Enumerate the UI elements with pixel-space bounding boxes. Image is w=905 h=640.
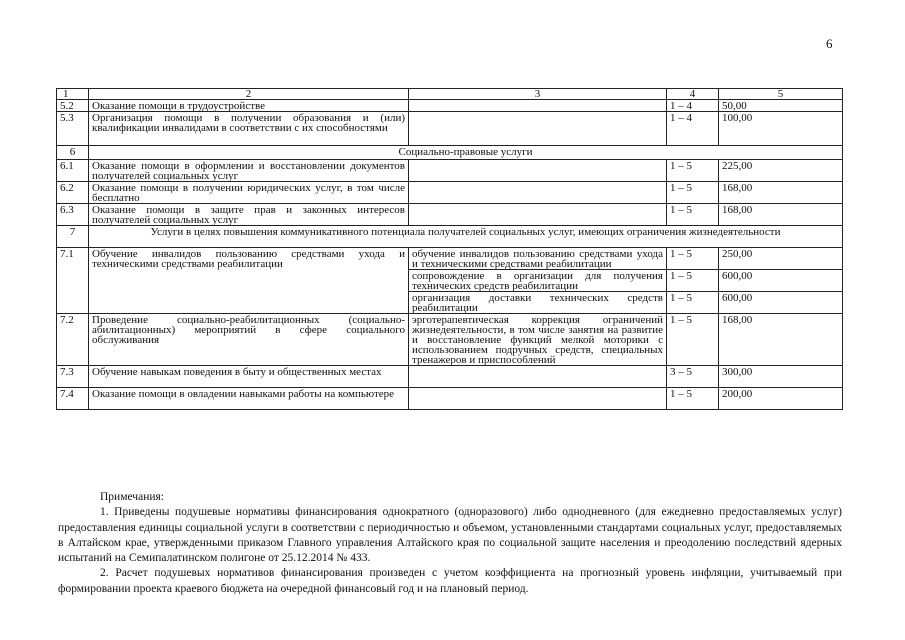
service-cost: 200,00 <box>719 388 843 410</box>
notes-section <box>58 490 842 597</box>
service-period: 1 – 5 <box>667 182 719 204</box>
service-cost: 600,00 <box>719 292 843 314</box>
service-period: 1 – 5 <box>667 314 719 366</box>
service-period: 1 – 4 <box>667 112 719 146</box>
service-cost: 100,00 <box>719 112 843 146</box>
note-item-1: 1. Приведены подушевые нормативы финансирования однократного (одноразового) либо однодневного (для ежедневно предоставляемых услуг) предоставления единицы социальной услуги в соответствии с периодичностью и объемом, установленными стандартами социальных услуг, предоставляемых в Алтайском крае, утвержденными приказом Главного управления Алтайского края по социальной защите населения и преодолению последствий ядерных испытаний на Семипалатинском полигоне от 25.12.2014 № 433. <box>58 506 842 565</box>
row-number: 7.3 <box>57 366 89 388</box>
header-col-2: 2 <box>89 89 409 100</box>
service-cost: 168,00 <box>719 182 843 204</box>
service-cost: 225,00 <box>719 160 843 182</box>
service-period: 1 – 4 <box>667 100 719 112</box>
section-title: Услуги в целях повышения коммуникативного потенциала получателей социальных услуг, имеющих ограничения жизнедеятельности <box>89 226 843 248</box>
table-row <box>57 160 843 182</box>
service-detail: обучение инвалидов пользованию средствами ухода и техническими средствами реабилитации <box>409 248 667 270</box>
service-name: Оказание помощи в защите прав и законных интересов получателей социальных услуг <box>89 204 409 226</box>
service-name: Оказание помощи в трудоустройстве <box>89 100 409 112</box>
services-table-body <box>57 89 843 410</box>
table-row <box>57 112 843 146</box>
service-detail <box>409 388 667 410</box>
section-number: 6 <box>57 146 89 160</box>
service-detail <box>409 204 667 226</box>
header-col-3: 3 <box>409 89 667 100</box>
service-period: 1 – 5 <box>667 204 719 226</box>
service-name: Проведение социально-реабилитационных (социально-абилитационных) мероприятий в сфере социального обслуживания <box>89 314 409 366</box>
table-row <box>57 204 843 226</box>
service-cost: 600,00 <box>719 270 843 292</box>
service-name: Оказание помощи в получении юридических услуг, в том числе бесплатно <box>89 182 409 204</box>
table-row <box>57 388 843 410</box>
service-cost: 168,00 <box>719 204 843 226</box>
service-detail: сопровождение в организации для получения технических средств реабилитации <box>409 270 667 292</box>
row-number: 6.3 <box>57 204 89 226</box>
service-name: Обучение навыкам поведения в быту и общественных местах <box>89 366 409 388</box>
table-row <box>57 248 843 270</box>
row-number: 5.3 <box>57 112 89 146</box>
service-detail: эрготерапевтическая коррекция ограничений жизнедеятельности, в том числе занятия на развитие и восстановление функций мелкой моторики с использованием подручных средств, специальных тренажеров и приспособлений <box>409 314 667 366</box>
service-period: 1 – 5 <box>667 270 719 292</box>
service-detail: организация доставки технических средств реабилитации <box>409 292 667 314</box>
service-period: 3 – 5 <box>667 366 719 388</box>
service-cost: 168,00 <box>719 314 843 366</box>
table-header-row <box>57 89 843 100</box>
services-table <box>56 88 843 410</box>
row-number: 7.2 <box>57 314 89 366</box>
row-number: 7.1 <box>57 248 89 314</box>
row-number: 7.4 <box>57 388 89 410</box>
service-cost: 50,00 <box>719 100 843 112</box>
header-col-4: 4 <box>667 89 719 100</box>
service-period: 1 – 5 <box>667 248 719 270</box>
page-number: 6 <box>826 36 833 51</box>
header-col-1: 1 <box>57 89 89 100</box>
service-period: 1 – 5 <box>667 160 719 182</box>
note-item-2: 2. Расчет подушевых нормативов финансирования произведен с учетом коэффициента на прогнозный уровень инфляции, учитываемый при формировании проекта краевого бюджета на очередной финансовый год и на плановый период. <box>58 567 842 595</box>
service-name: Обучение инвалидов пользованию средствами ухода и техническими средствами реабилитации <box>89 248 409 314</box>
row-number: 6.2 <box>57 182 89 204</box>
service-name: Оказание помощи в оформлении и восстановлении документов получателей социальных услуг <box>89 160 409 182</box>
service-detail <box>409 366 667 388</box>
service-period: 1 – 5 <box>667 388 719 410</box>
service-name: Оказание помощи в овладении навыками работы на компьютере <box>89 388 409 410</box>
section-row <box>57 226 843 248</box>
table-row <box>57 182 843 204</box>
section-title: Социально-правовые услуги <box>89 146 843 160</box>
header-col-5: 5 <box>719 89 843 100</box>
row-number: 5.2 <box>57 100 89 112</box>
service-name: Организация помощи в получении образования и (или) квалификации инвалидами в соответствии с их способностями <box>89 112 409 146</box>
service-cost: 300,00 <box>719 366 843 388</box>
section-number: 7 <box>57 226 89 248</box>
section-row <box>57 146 843 160</box>
notes-title: Примечания: <box>100 491 164 503</box>
table-row <box>57 314 843 366</box>
row-number: 6.1 <box>57 160 89 182</box>
service-detail <box>409 112 667 146</box>
service-cost: 250,00 <box>719 248 843 270</box>
service-detail <box>409 160 667 182</box>
service-detail <box>409 100 667 112</box>
service-detail <box>409 182 667 204</box>
service-period: 1 – 5 <box>667 292 719 314</box>
table-row <box>57 366 843 388</box>
table-row <box>57 100 843 112</box>
